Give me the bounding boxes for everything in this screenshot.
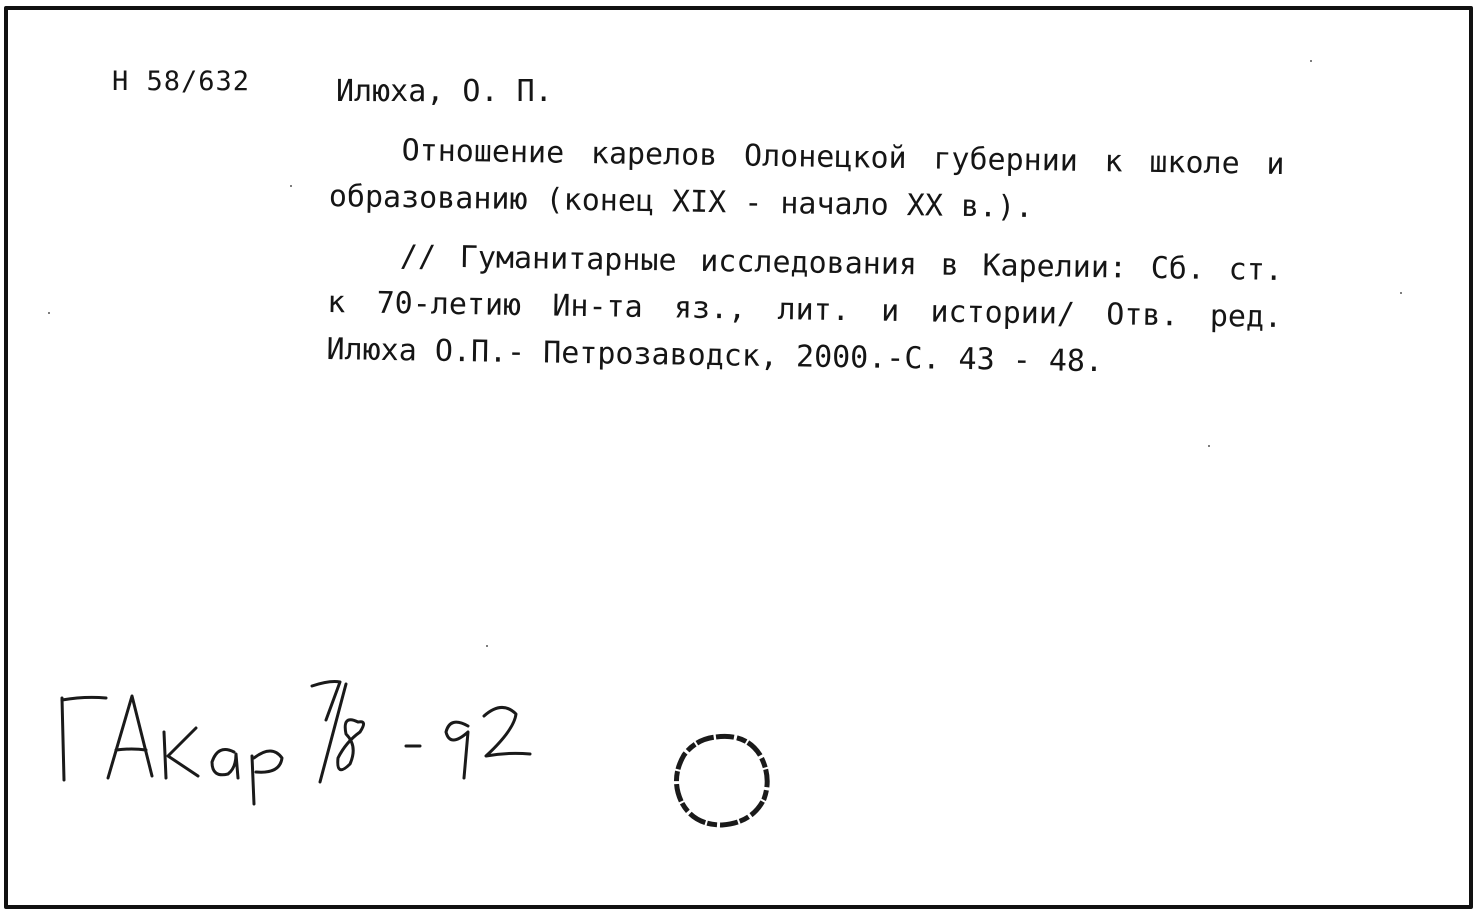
record-title: Отношение карелов Олонецкой губернии к школе и образованию (конец XIX - начало XX в.). [328, 133, 1285, 226]
call-number: Н 58/632 [112, 66, 251, 97]
record-body [326, 126, 1285, 388]
scan-speck [1208, 445, 1210, 447]
scan-speck [48, 312, 50, 314]
handwritten-note [40, 660, 560, 820]
scan-speck [290, 185, 292, 187]
scan-speck [1400, 292, 1402, 294]
record-source: // Гуманитарные исследования в Карелии: Сб. ст. к 70-летию Ин-та яз., лит. и истории/ Отв. ред. Илюха О.П.- Петрозаводск, 2000.-С. 43 - 48. [326, 239, 1284, 380]
author-name: Илюха, О. П. [336, 74, 553, 109]
scan-speck [1310, 60, 1312, 62]
stamp-ring [660, 725, 780, 835]
scan-speck [486, 645, 488, 647]
